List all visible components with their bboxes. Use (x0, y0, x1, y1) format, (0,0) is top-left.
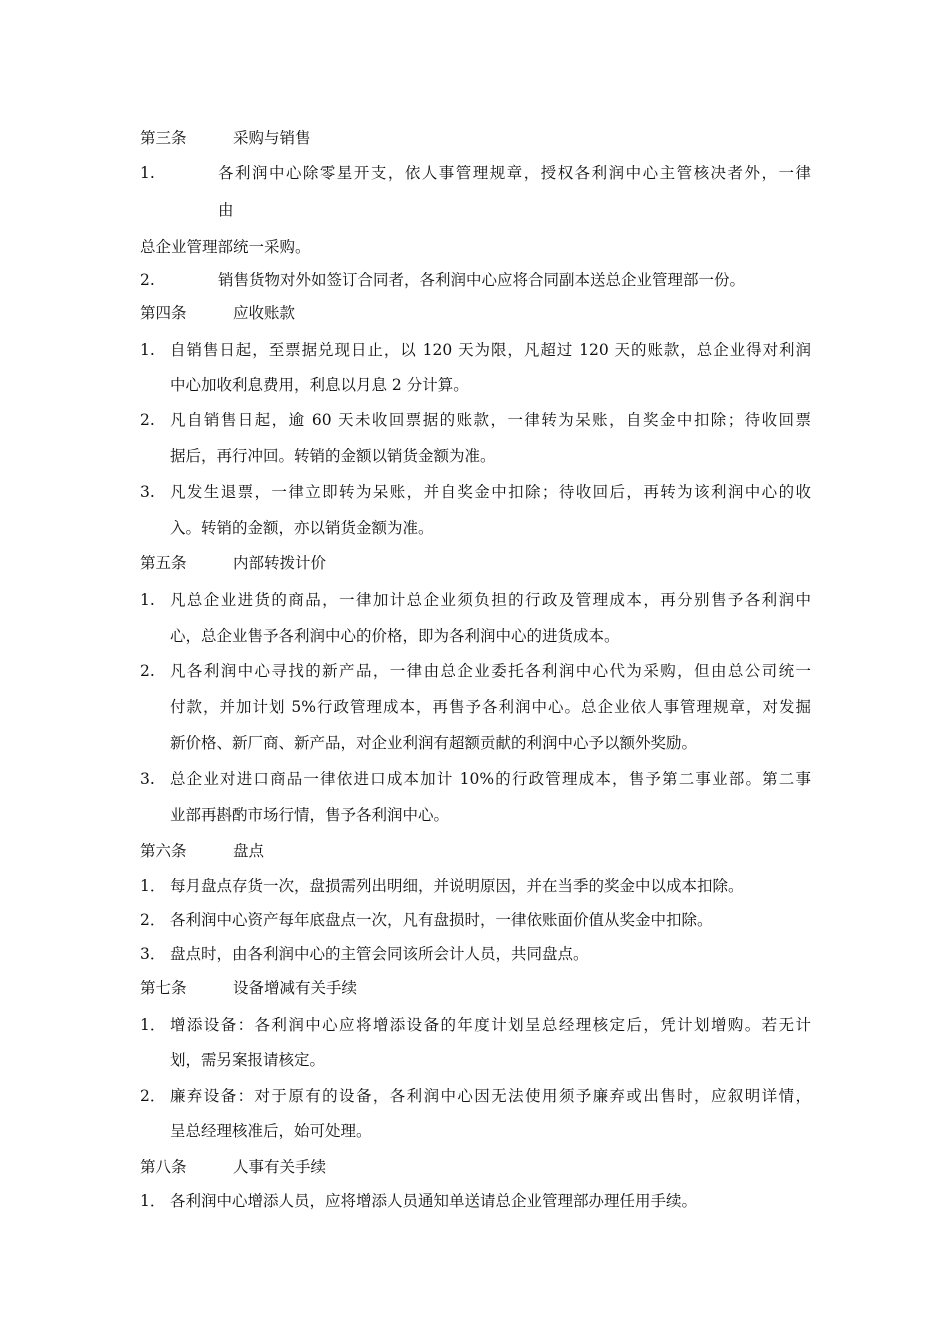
item-number: 3. (140, 483, 155, 501)
item-text-line: 凡发生退票，一律立即转为呆账，并自奖金中扣除；待收回后，再转为该利润中心的收 (170, 483, 811, 501)
item-number: 2. (140, 411, 155, 429)
item-text-line: 每月盘点存货一次，盘损需列出明细，并说明原因，并在当季的奖金中以成本扣除。 (170, 877, 744, 895)
item-number: 2. (140, 662, 155, 680)
article-heading-number: 第五条 (140, 554, 187, 572)
article-heading-number: 第六条 (140, 842, 187, 860)
item-text-line: 付款，并加计划 5%行政管理成本，再售予各利润中心。总企业依人事管理规章，对发掘 (170, 698, 811, 716)
item-text-line: 各利润中心增添人员，应将增添人员通知单送请总企业管理部办理任用手续。 (170, 1192, 698, 1210)
item-text-line: 廉弃设备：对于原有的设备，各利润中心因无法使用须予廉弃或出售时，应叙明详情， (170, 1087, 811, 1105)
item-text-line: 各利润中心除零星开支，依人事管理规章，授权各利润中心主管核决者外，一律 (218, 164, 811, 182)
item-number: 3. (140, 770, 155, 788)
item-text-line: 呈总经理核准后，始可处理。 (170, 1122, 372, 1140)
item-number: 1. (140, 591, 155, 609)
item-number: 1. (140, 341, 155, 359)
item-text-line: 自销售日起，至票据兑现日止，以 120 天为限，凡超过 120 天的账款，总企业得对利润 (170, 341, 811, 359)
item-number: 2． (140, 1087, 166, 1105)
item-number: 2. (140, 271, 155, 289)
item-number: 1. (140, 164, 155, 182)
item-text-line: 由 (218, 201, 234, 219)
article-heading-title: 盘点 (233, 842, 265, 860)
item-text-line: 增添设备：各利润中心应将增添设备的年度计划呈总经理核定后，凭计划增购。若无计 (170, 1016, 811, 1034)
item-text-line: 划，需另案报请核定。 (170, 1051, 326, 1069)
item-number: 1． (140, 1016, 166, 1034)
item-text-line: 新价格、新厂商、新产品，对企业利润有超额贡献的利润中心予以额外奖励。 (170, 734, 698, 752)
item-text-line: 凡总企业进货的商品，一律加计总企业须负担的行政及管理成本，再分别售予各利润中 (170, 591, 811, 609)
item-text-line: 总企业管理部统一采购。 (140, 238, 311, 256)
item-number: 2． (140, 911, 166, 929)
item-text-line: 总企业对进口商品一律依进口成本加计 10%的行政管理成本，售予第二事业部。第二事 (170, 770, 811, 788)
article-heading-number: 第三条 (140, 129, 187, 147)
item-text-line: 凡自销售日起，逾 60 天未收回票据的账款，一律转为呆账，自奖金中扣除；待收回票 (170, 411, 811, 429)
item-text-line: 入。转销的金额，亦以销货金额为准。 (170, 519, 434, 537)
article-heading-title: 采购与销售 (233, 129, 311, 147)
item-number: 1． (140, 877, 166, 895)
item-text-line: 各利润中心资产每年底盘点一次，凡有盘损时，一律依账面价值从奖金中扣除。 (170, 911, 713, 929)
item-text-line: 中心加收利息费用，利息以月息 2 分计算。 (170, 376, 469, 394)
item-text-line: 据后，再行冲回。转销的金额以销货金额为准。 (170, 447, 496, 465)
article-heading-number: 第四条 (140, 304, 187, 322)
article-heading-title: 人事有关手续 (233, 1158, 327, 1176)
item-text-line: 销售货物对外如签订合同者，各利润中心应将合同副本送总企业管理部一份。 (218, 271, 746, 289)
item-text-line: 心，总企业售予各利润中心的价格，即为各利润中心的进货成本。 (170, 627, 620, 645)
item-text-line: 业部再斟酌市场行情，售予各利润中心。 (170, 806, 450, 824)
item-text-line: 凡各利润中心寻找的新产品，一律由总企业委托各利润中心代为采购，但由总公司统一 (170, 662, 811, 680)
article-heading-number: 第七条 (140, 979, 187, 997)
article-heading-title: 应收账款 (233, 304, 296, 322)
item-text-line: 盘点时，由各利润中心的主管会同该所会计人员，共同盘点。 (170, 945, 589, 963)
item-number: 3． (140, 945, 166, 963)
article-heading-title: 内部转拨计价 (233, 554, 327, 572)
article-heading-title: 设备增减有关手续 (233, 979, 358, 997)
article-heading-number: 第八条 (140, 1158, 187, 1176)
item-number: 1． (140, 1192, 166, 1210)
